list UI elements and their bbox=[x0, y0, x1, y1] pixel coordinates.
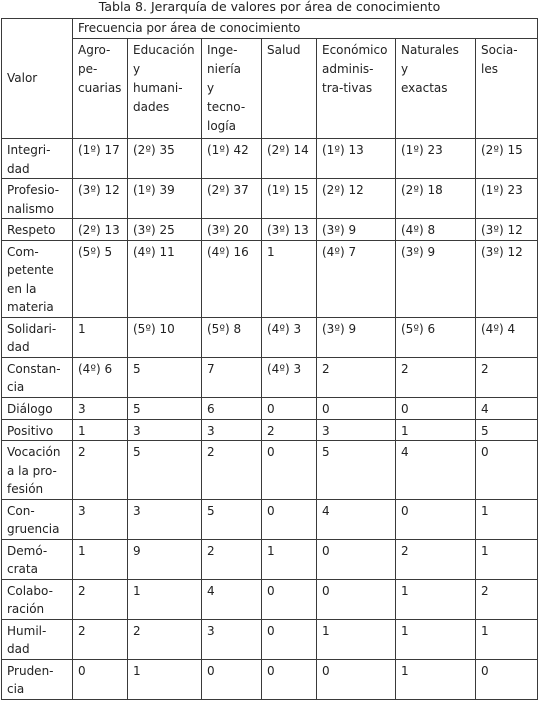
row-label: Humil- dad bbox=[2, 619, 73, 659]
table-cell: 2 bbox=[202, 539, 262, 579]
table-cell: 3 bbox=[73, 499, 128, 539]
table-cell: 3 bbox=[202, 619, 262, 659]
table-row bbox=[2, 219, 538, 241]
header-col-agropecuarias: Agro- pe- cuarias bbox=[73, 39, 128, 139]
table-cell: 1 bbox=[317, 619, 396, 659]
table-cell: (4º) 3 bbox=[262, 317, 317, 357]
table-cell: (1º) 15 bbox=[262, 179, 317, 219]
table-cell: 1 bbox=[73, 317, 128, 357]
table-row bbox=[2, 179, 538, 219]
table-cell: 1 bbox=[262, 539, 317, 579]
table-cell: 0 bbox=[262, 397, 317, 419]
table-cell: (1º) 23 bbox=[396, 139, 476, 179]
row-label: Profesio- nalismo bbox=[2, 179, 73, 219]
table-cell: 0 bbox=[317, 539, 396, 579]
table-cell: (5º) 6 bbox=[396, 317, 476, 357]
table-cell: 2 bbox=[73, 619, 128, 659]
table-cell: 1 bbox=[128, 579, 202, 619]
table-cell: (2º) 13 bbox=[73, 219, 128, 241]
table-row bbox=[2, 317, 538, 357]
table-cell: 0 bbox=[476, 441, 538, 500]
table-cell: (2º) 15 bbox=[476, 139, 538, 179]
table-row bbox=[2, 619, 538, 659]
table-cell: (3º) 12 bbox=[476, 219, 538, 241]
row-label: Colabo- ración bbox=[2, 579, 73, 619]
table-cell: 6 bbox=[202, 397, 262, 419]
table-cell: 0 bbox=[317, 659, 396, 699]
row-label: Con- gruencia bbox=[2, 499, 73, 539]
table-cell: 3 bbox=[128, 499, 202, 539]
table-cell: 0 bbox=[317, 579, 396, 619]
table-cell: 1 bbox=[476, 499, 538, 539]
table-cell: (4º) 4 bbox=[476, 317, 538, 357]
table-cell: 1 bbox=[476, 539, 538, 579]
table-cell: 3 bbox=[202, 419, 262, 441]
header-col-sociales: Socia- les bbox=[476, 39, 538, 139]
row-label: Constan- cia bbox=[2, 357, 73, 397]
table-cell: 0 bbox=[73, 659, 128, 699]
header-col-educacion: Educación y humani- dades bbox=[128, 39, 202, 139]
table-cell: 1 bbox=[476, 619, 538, 659]
table-cell: (4º) 16 bbox=[202, 240, 262, 317]
table-cell: 5 bbox=[128, 441, 202, 500]
table-cell: 2 bbox=[202, 441, 262, 500]
table-cell: (4º) 7 bbox=[317, 240, 396, 317]
table-cell: 1 bbox=[73, 539, 128, 579]
table-cell: 2 bbox=[396, 357, 476, 397]
row-label: Pruden- cia bbox=[2, 659, 73, 699]
table-cell: 4 bbox=[202, 579, 262, 619]
table-cell: 2 bbox=[128, 619, 202, 659]
table-cell: (2º) 35 bbox=[128, 139, 202, 179]
table-cell: 4 bbox=[476, 397, 538, 419]
table-cell: 0 bbox=[317, 397, 396, 419]
table-cell: 5 bbox=[202, 499, 262, 539]
table-cell: (2º) 18 bbox=[396, 179, 476, 219]
table-cell: 1 bbox=[396, 579, 476, 619]
table-cell: 1 bbox=[396, 619, 476, 659]
header-col-naturales: Naturales y exactas bbox=[396, 39, 476, 139]
table-cell: (4º) 3 bbox=[262, 357, 317, 397]
row-label: Solidari- dad bbox=[2, 317, 73, 357]
table-cell: 2 bbox=[73, 579, 128, 619]
table-cell: (2º) 14 bbox=[262, 139, 317, 179]
table-cell: 2 bbox=[396, 539, 476, 579]
table-cell: (1º) 42 bbox=[202, 139, 262, 179]
table-caption: Tabla 8. Jerarquía de valores por área de conocimiento bbox=[98, 0, 441, 14]
header-col-salud: Salud bbox=[262, 39, 317, 139]
table-cell: 0 bbox=[396, 499, 476, 539]
table-cell: (1º) 13 bbox=[317, 139, 396, 179]
row-label: Vocación a la pro- fesión bbox=[2, 441, 73, 500]
table-cell: 0 bbox=[476, 659, 538, 699]
table-cell: 5 bbox=[317, 441, 396, 500]
table-cell: (1º) 39 bbox=[128, 179, 202, 219]
table-row bbox=[2, 397, 538, 419]
values-table bbox=[1, 18, 538, 700]
table-cell: (5º) 10 bbox=[128, 317, 202, 357]
row-label: Com- petente en la materia bbox=[2, 240, 73, 317]
table-cell: 1 bbox=[128, 659, 202, 699]
row-label: Demó- crata bbox=[2, 539, 73, 579]
table-cell: (3º) 20 bbox=[202, 219, 262, 241]
table-row bbox=[2, 499, 538, 539]
row-label: Respeto bbox=[2, 219, 73, 241]
table-cell: (1º) 17 bbox=[73, 139, 128, 179]
table-cell: (3º) 12 bbox=[73, 179, 128, 219]
table-row bbox=[2, 240, 538, 317]
table-row bbox=[2, 659, 538, 699]
table-cell: 4 bbox=[396, 441, 476, 500]
table-cell: 1 bbox=[396, 659, 476, 699]
table-cell: (3º) 12 bbox=[476, 240, 538, 317]
table-cell: 9 bbox=[128, 539, 202, 579]
table-cell: 0 bbox=[262, 499, 317, 539]
table-cell: 0 bbox=[396, 397, 476, 419]
table-cell: (1º) 23 bbox=[476, 179, 538, 219]
row-label: Positivo bbox=[2, 419, 73, 441]
table-row bbox=[2, 357, 538, 397]
table-row bbox=[2, 441, 538, 500]
table-cell: 0 bbox=[262, 659, 317, 699]
table-row bbox=[2, 579, 538, 619]
table-row bbox=[2, 419, 538, 441]
table-cell: 1 bbox=[73, 419, 128, 441]
table-cell: 7 bbox=[202, 357, 262, 397]
table-cell: (4º) 11 bbox=[128, 240, 202, 317]
table-cell: (3º) 13 bbox=[262, 219, 317, 241]
header-row-group bbox=[2, 19, 538, 39]
header-col-economico: Económico adminis- tra-tivas bbox=[317, 39, 396, 139]
table-cell: 0 bbox=[262, 619, 317, 659]
table-cell: (3º) 9 bbox=[317, 219, 396, 241]
table-cell: 2 bbox=[317, 357, 396, 397]
table-cell: 3 bbox=[317, 419, 396, 441]
table-cell: (5º) 5 bbox=[73, 240, 128, 317]
table-cell: 4 bbox=[317, 499, 396, 539]
table-cell: 2 bbox=[73, 441, 128, 500]
header-valor: Valor bbox=[2, 19, 73, 139]
table-cell: 5 bbox=[476, 419, 538, 441]
table-cell: (2º) 37 bbox=[202, 179, 262, 219]
table-cell: (5º) 8 bbox=[202, 317, 262, 357]
table-cell: (3º) 9 bbox=[317, 317, 396, 357]
table-cell: 2 bbox=[476, 579, 538, 619]
table-cell: 5 bbox=[128, 357, 202, 397]
table-cell: (2º) 12 bbox=[317, 179, 396, 219]
table-cell: 0 bbox=[202, 659, 262, 699]
table-cell: (3º) 9 bbox=[396, 240, 476, 317]
table-cell: 2 bbox=[262, 419, 317, 441]
table-cell: 1 bbox=[262, 240, 317, 317]
table-row bbox=[2, 539, 538, 579]
header-row-columns bbox=[2, 39, 538, 139]
table-cell: (4º) 8 bbox=[396, 219, 476, 241]
header-col-ingenieria: Inge- niería y tecno- logía bbox=[202, 39, 262, 139]
table-cell: 1 bbox=[396, 419, 476, 441]
table-cell: (3º) 25 bbox=[128, 219, 202, 241]
table-cell: (4º) 6 bbox=[73, 357, 128, 397]
table-cell: 3 bbox=[73, 397, 128, 419]
table-cell: 3 bbox=[128, 419, 202, 441]
row-label: Integri- dad bbox=[2, 139, 73, 179]
table-cell: 5 bbox=[128, 397, 202, 419]
header-group: Frecuencia por área de conocimiento bbox=[73, 19, 538, 39]
table-cell: 0 bbox=[262, 441, 317, 500]
table-cell: 0 bbox=[262, 579, 317, 619]
row-label: Diálogo bbox=[2, 397, 73, 419]
table-cell: 2 bbox=[476, 357, 538, 397]
table-row bbox=[2, 139, 538, 179]
